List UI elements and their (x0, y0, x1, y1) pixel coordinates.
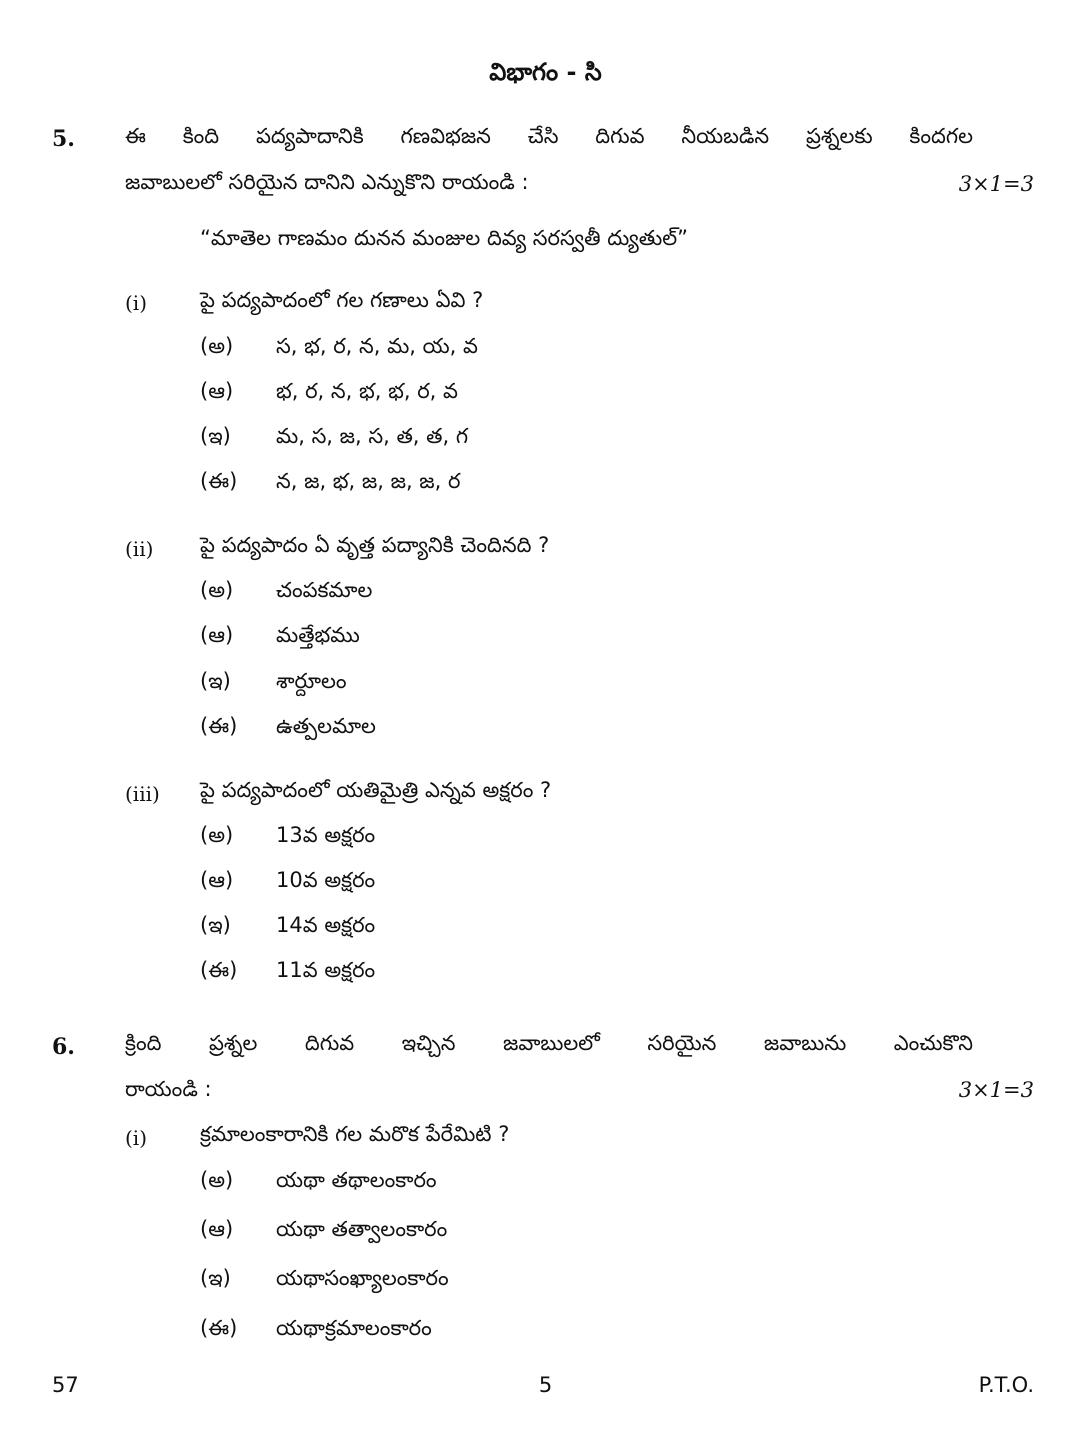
q5-sub-1-text: పై పద్యపాదంలో గల గణాలు ఏవి ? (200, 288, 484, 312)
option-text: ఉత్పలమాల (276, 714, 376, 738)
option-text: భ, ర, న, భ, భ, ర, వ (276, 379, 458, 403)
option-text: స, భ, ర, న, మ, య, వ (276, 334, 478, 358)
option-label: (ఇ) (200, 1266, 231, 1290)
question-6-line-2: రాయండి : (125, 1077, 212, 1101)
option-label: (ఇ) (200, 424, 231, 448)
option-text: యథాక్రమాలంకారం (276, 1316, 432, 1340)
q5-sub-3-option (200, 958, 375, 988)
q6-sub-1-option (200, 1266, 449, 1296)
question-6-line-1: క్రింది ప్రశ్నల దిగువ ఇచ్చిన జవాబులలో సరియైన జవాబును ఎంచుకొని (125, 1031, 973, 1055)
question-5-marks: 3×1=3 (958, 172, 1034, 196)
option-text: యథా తత్వాలంకారం (276, 1217, 448, 1241)
q5-sub-1-option (200, 424, 468, 454)
q5-sub-3-option (200, 868, 375, 898)
question-5-verse: “మాతెల గాణమం దునన మంజుల దివ్య సరస్వతీ ద్యుతుల్” (200, 226, 689, 250)
q6-sub-1-option (200, 1316, 432, 1346)
footer-paper-code: 57 (52, 1373, 79, 1397)
q5-sub-2-text: పై పద్యపాదం ఏ వృత్త పద్యానికి చెందినది ? (200, 533, 550, 557)
question-5-line-2: జవాబులలో సరియైన దానిని ఎన్నుకొని రాయండి : (125, 170, 529, 194)
option-text: 13వ అక్షరం (276, 823, 376, 847)
q6-sub-1-text: క్రమాలంకారానికి గల మరొక పేరేమిటి ? (200, 1122, 510, 1146)
question-5-line-1: ఈ కింది పద్యపాదానికి గణవిభజన చేసి దిగువ నీయబడిన ప్రశ్నలకు కిందగల (125, 124, 973, 148)
option-label: (అ) (200, 578, 234, 602)
q5-sub-1-number: (i) (125, 291, 148, 315)
option-text: మత్తేభము (276, 623, 360, 647)
option-text: మ, స, జ, స, త, త, గ (276, 424, 469, 448)
section-title: విభాగం - సి (489, 58, 602, 86)
option-text: యథా తథాలంకారం (276, 1168, 437, 1192)
footer-pto: P.T.O. (978, 1373, 1034, 1397)
q5-sub-3-option (200, 823, 375, 853)
option-text: యథాసంఖ్యాలంకారం (276, 1266, 449, 1290)
q5-sub-1-option (200, 334, 478, 364)
q5-sub-2-option (200, 669, 347, 699)
footer-page-number: 5 (538, 1373, 553, 1397)
q5-sub-2-option (200, 714, 376, 744)
question-6-number: 6. (52, 1034, 75, 1060)
option-label: (ఇ) (200, 913, 231, 937)
option-label: (ఈ) (200, 714, 238, 738)
option-label: (ఆ) (200, 1217, 234, 1241)
q5-sub-3-option (200, 913, 375, 943)
q5-sub-2-number: (ii) (125, 537, 154, 561)
option-text: న, జ, భ, జ, జ, జ, ర (276, 469, 461, 493)
option-label: (ఆ) (200, 868, 234, 892)
option-label: (అ) (200, 1168, 234, 1192)
question-6-marks: 3×1=3 (958, 1078, 1034, 1102)
q5-sub-1-option (200, 379, 458, 409)
option-label: (అ) (200, 334, 234, 358)
option-label: (ఇ) (200, 669, 231, 693)
option-text: చంపకమాల (276, 578, 373, 602)
q5-sub-3-number: (iii) (125, 782, 160, 806)
q6-sub-1-number: (i) (125, 1126, 148, 1150)
option-text: 10వ అక్షరం (276, 868, 376, 892)
option-text: 14వ అక్షరం (276, 913, 376, 937)
option-text: 11వ అక్షరం (276, 958, 376, 982)
q5-sub-1-option (200, 469, 460, 499)
option-label: (ఆ) (200, 623, 234, 647)
q5-sub-2-option (200, 623, 360, 653)
option-label: (ఈ) (200, 1316, 238, 1340)
q6-sub-1-option (200, 1217, 447, 1247)
question-5-number: 5. (52, 126, 75, 152)
option-label: (ఈ) (200, 469, 238, 493)
option-label: (ఆ) (200, 379, 234, 403)
option-label: (అ) (200, 823, 234, 847)
option-text: శార్దూలం (276, 669, 347, 693)
q5-sub-2-option (200, 578, 372, 608)
q5-sub-3-text: పై పద్యపాదంలో యతిమైత్రి ఎన్నవ అక్షరం ? (200, 778, 552, 802)
option-label: (ఈ) (200, 958, 238, 982)
q6-sub-1-option (200, 1168, 437, 1198)
